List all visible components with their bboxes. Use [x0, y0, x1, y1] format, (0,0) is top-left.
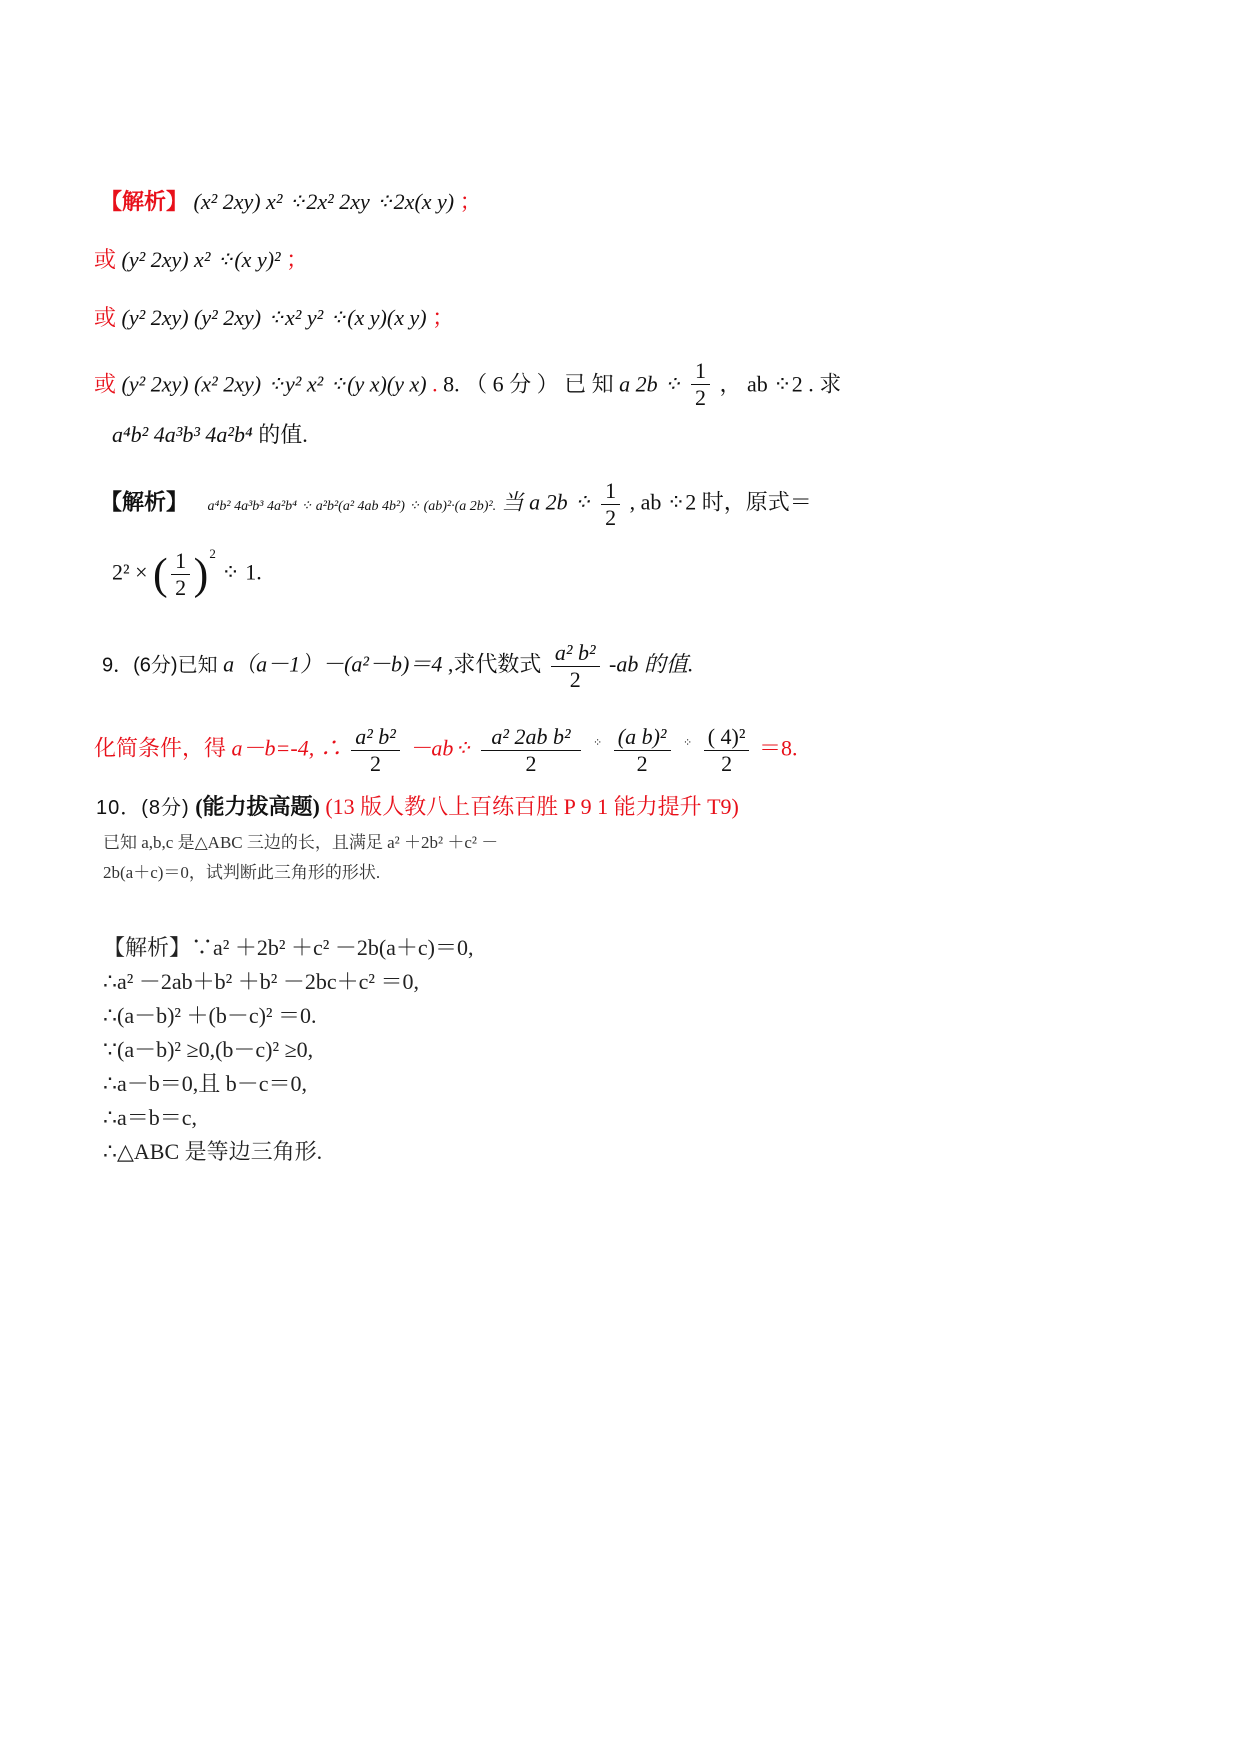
- q10-heading-line: [96, 792, 739, 823]
- q8-solution-line: [100, 478, 812, 531]
- q10-stem-line-1: 已知 a,b,c 是△ABC 三边的长，且满足 a² ＋2b² ＋c² －: [103, 833, 499, 852]
- numerator: 1: [171, 548, 190, 575]
- semicolon: ；: [432, 305, 455, 330]
- q9-solution: [94, 724, 798, 777]
- denominator: 2: [721, 751, 733, 776]
- q8-condition: a 2b ⁘: [619, 371, 682, 397]
- semicolon: ；: [286, 247, 309, 272]
- q9-solution-frac-1: [351, 724, 400, 777]
- q8-when-tail: , ab ⁘2 时，原式＝: [629, 489, 812, 515]
- q9-heading: 9．(6分)已知: [102, 654, 218, 677]
- or-prefix: 或: [94, 305, 117, 330]
- q9-solution-lead: 化简条件，得: [94, 735, 227, 761]
- denominator: 2: [175, 575, 187, 600]
- right-paren: ): [193, 549, 209, 599]
- numerator: ( 4)²: [704, 724, 750, 751]
- denominator: 2: [525, 751, 537, 776]
- q8-when: 当 a 2b ⁘: [501, 489, 592, 515]
- q7-solution-line-3: [94, 303, 454, 333]
- q8-result: 2² × ( $\frac{1}{2}$ )$^2$ ⁘ 1.: [112, 545, 262, 600]
- denominator: 2: [569, 667, 581, 692]
- q10-stem-line-2: 2b(a＋c)＝0，试判断此三角形的形状.: [103, 863, 381, 882]
- q9-result: ＝8.: [758, 735, 798, 761]
- math-expression: a⁴b² 4a³b³ 4a²b⁴ ⁘ a²b²(a² 4ab 4b²) ⁘ (ab)²·(a 2b)².: [207, 498, 497, 514]
- fraction-one-half: [171, 548, 190, 601]
- period: .: [432, 371, 438, 397]
- q9-solution-frac-3: [614, 724, 671, 777]
- or-prefix: 或: [94, 247, 117, 272]
- q9-tail: -ab 的值.: [609, 651, 694, 677]
- math-expression: (y² 2xy) (y² 2xy) ⁘x² y² ⁘(x y)(x y): [121, 305, 427, 330]
- math-result: ⁘ 1.: [221, 559, 262, 585]
- left-paren: (: [153, 549, 168, 599]
- q10-proof-line-4: ∵(a－b)² ≥0,(b－c)² ≥0,: [103, 1037, 314, 1062]
- denominator: 2: [605, 505, 617, 530]
- therefore-dots: ⁘: [593, 736, 602, 749]
- numerator: 1: [691, 358, 710, 385]
- numerator: a² 2ab b²: [481, 724, 580, 751]
- semicolon: ；: [459, 189, 482, 214]
- math-expression: (y² 2xy) x² ⁘(x y)²: [121, 247, 281, 272]
- q9-solution-frac-4: [704, 724, 750, 777]
- q10-proof-line-3: ∴(a－b)² ＋(b－c)² ＝0.: [103, 1003, 317, 1028]
- q9-question: [102, 640, 693, 693]
- solution-tag: 【解析】: [100, 489, 189, 515]
- numerator: a² b²: [551, 640, 600, 667]
- q9-solution-cond: a－b=-4, ∴: [231, 735, 342, 761]
- denominator: 2: [636, 751, 648, 776]
- q10-proof-line-1: 【解析】∵a² ＋2b² ＋c² －2b(a＋c)＝0,: [103, 935, 474, 960]
- or-prefix: 或: [94, 371, 117, 397]
- q10-source: (13 版人教八上百练百胜 P 9 1 能力提升 T9): [325, 794, 739, 819]
- q10-proof-line-5: ∴a－b＝0,且 b－c＝0,: [103, 1071, 308, 1096]
- q8-heading: 8. （ 6 分 ） 已 知: [443, 371, 614, 397]
- q7-solution-line-2: [94, 245, 308, 275]
- q10-heading: 10．(8分): [96, 797, 190, 819]
- numerator: a² b²: [351, 724, 400, 751]
- q7-solution-line-4: [94, 360, 841, 413]
- q9-condition: a（a－1）－(a²－b)＝4: [223, 651, 443, 677]
- numerator: (a b)²: [614, 724, 671, 751]
- q8-target: [112, 420, 308, 450]
- denominator: 2: [695, 385, 707, 410]
- q10-proof-line-7: ∴△ABC 是等边三角形.: [103, 1139, 323, 1164]
- q9-solution-frac-2: [481, 724, 580, 777]
- numerator: 1: [601, 478, 620, 505]
- q10-tag: (能力拔高题): [195, 794, 320, 819]
- math-expression: (y² 2xy) (x² 2xy) ⁘y² x² ⁘(y x)(y x): [121, 371, 427, 397]
- solution-tag: 【解析】: [100, 189, 189, 214]
- therefore-dots: ⁘: [683, 736, 692, 749]
- q7-solution-line-1: [100, 187, 482, 217]
- q8-condition-tail: ， ab ⁘2 . 求: [719, 371, 842, 397]
- math-expression: 2² ×: [112, 559, 148, 585]
- q9-fraction: [551, 640, 600, 693]
- denominator: 2: [370, 751, 382, 776]
- fraction-one-half: [601, 478, 620, 531]
- q9-ask: ,求代数式: [447, 651, 542, 677]
- q10-proof-line-2: ∴a² －2ab＋b² ＋b² －2bc＋c² ＝0,: [103, 969, 419, 994]
- q10-proof-line-6: ∴a＝b＝c,: [103, 1105, 198, 1130]
- math-expression: a⁴b² 4a³b³ 4a²b⁴: [112, 422, 253, 447]
- q8-target-end: 的值.: [258, 422, 308, 447]
- q9-minus-ab: －ab⁘: [409, 735, 472, 761]
- fraction-one-half: [691, 358, 710, 411]
- math-expression: (x² 2xy) x² ⁘2x² 2xy ⁘2x(x y): [193, 189, 455, 214]
